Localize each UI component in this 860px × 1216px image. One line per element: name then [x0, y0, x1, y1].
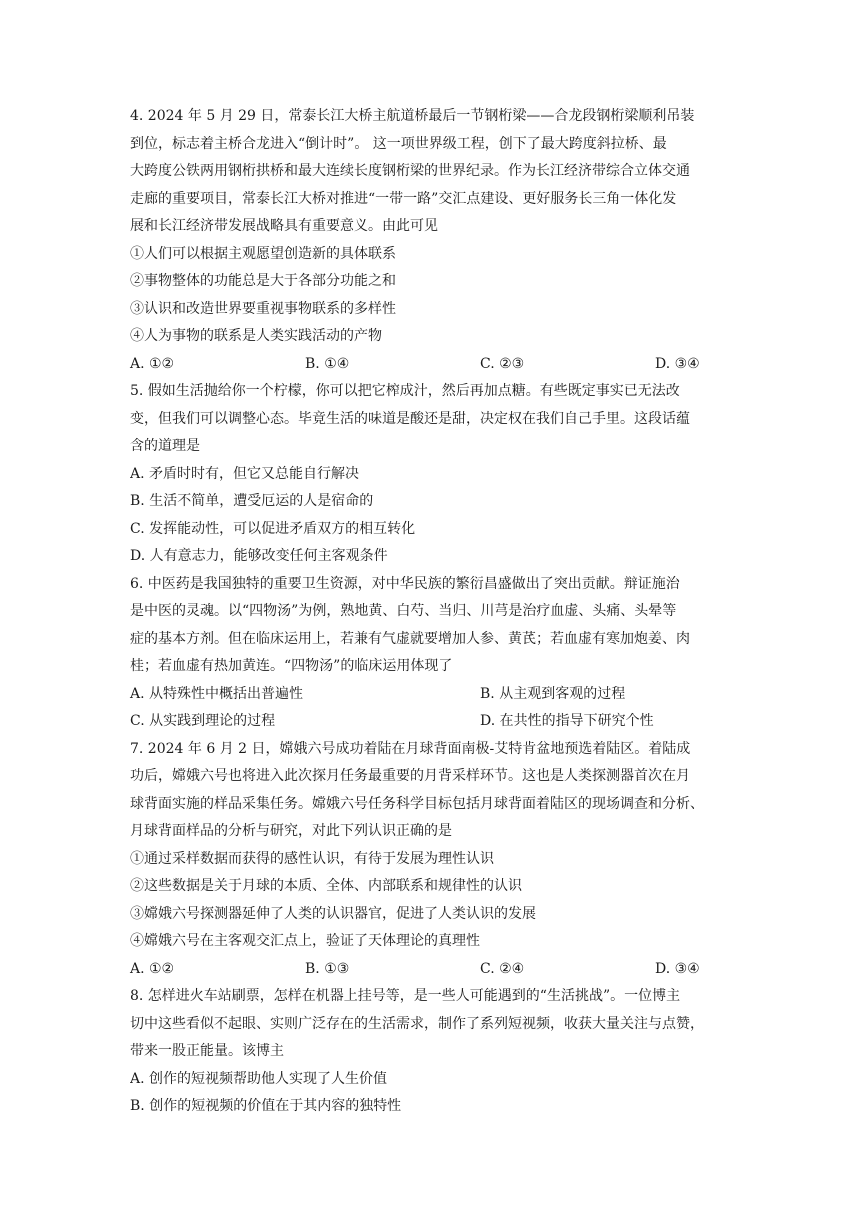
- statement-item: ④人为事物的联系是人类实践活动的产物: [130, 328, 382, 344]
- answer-options: [130, 351, 740, 379]
- option-d: D. 在共性的指导下研究个性: [480, 713, 654, 729]
- option-b: B. 生活不简单，遭受厄运的人是宿命的: [130, 493, 374, 509]
- option-b: B. ①③: [305, 960, 350, 977]
- question-text-line: 变，但我们可以调整心态。毕竟生活的味道是酸还是甜，决定权在我们自己手里。这段话蕴: [130, 410, 690, 427]
- answer-options: [130, 956, 740, 984]
- answer-options: [130, 681, 740, 709]
- question-text-line: 切中这些看似不起眼、实则广泛存在的生活需求，制作了系列短视频，收获大量关注与点赞，: [130, 1015, 704, 1032]
- question-text-line: 球背面实施的样品采集任务。嫦娥六号任务科学目标包括月球背面着陆区的现场调查和分析、: [130, 795, 704, 812]
- option-d: D. ③④: [655, 355, 700, 372]
- statement-item: ①通过采样数据而获得的感性认识，有待于发展为理性认识: [130, 850, 494, 867]
- question-text-line: 展和长江经济带发展战略具有重要意义。由此可见: [130, 218, 438, 234]
- question-text-line: 桂；若血虚有热加黄连。“四物汤”的临床运用体现了: [130, 658, 453, 674]
- option-a: A. 从特殊性中概括出普遍性: [130, 685, 304, 702]
- question-text-line: 月球背面样品的分析与研究，对此下列认识正确的是: [130, 823, 452, 839]
- statement-item: ④嫦娥六号在主客观交汇点上，验证了天体理论的真理性: [130, 933, 480, 949]
- answer-options: [130, 708, 740, 736]
- option-b: B. 从主观到客观的过程: [480, 685, 626, 702]
- statement-item: ①人们可以根据主观愿望创造新的具体联系: [130, 245, 396, 262]
- question-text-line: 8. 怎样进火车站刷票，怎样在机器上挂号等，是一些人可能遇到的“生活挑战”。一位博主: [130, 988, 681, 1004]
- exam-page: [130, 103, 740, 1121]
- question-text-line: 4. 2024 年 5 月 29 日，常泰长江大桥主航道桥最后一节钢桁梁——合龙段钢桁梁顺利吊装: [130, 108, 695, 124]
- option-b: B. ①④: [305, 355, 350, 372]
- option-a: A. ①②: [130, 355, 175, 372]
- option-c: C. 发挥能动性，可以促进矛盾双方的相互转化: [130, 520, 416, 537]
- statement-item: ②这些数据是关于月球的本质、全体、内部联系和规律性的认识: [130, 878, 522, 894]
- option-a: A. 矛盾时时有，但它又总能自行解决: [130, 465, 360, 482]
- statement-item: ③认识和改造世界要重视事物联系的多样性: [130, 300, 396, 317]
- question-7: [130, 736, 740, 984]
- option-c: C. ②③: [480, 355, 525, 372]
- question-text-line: 5. 假如生活抛给你一个柠檬，你可以把它榨成汁，然后再加点糖。有些既定事实已无法改: [130, 383, 680, 399]
- question-text-line: 7. 2024 年 6 月 2 日，嫦娥六号成功着陆在月球背面南极-艾特肯盆地预选着陆区。着陆成: [130, 740, 691, 757]
- question-text-line: 大跨度公铁两用钢桁拱桥和最大连续长度钢桁梁的世界纪录。作为长江经济带综合立体交通: [130, 163, 690, 179]
- option-c: C. ②④: [480, 960, 525, 977]
- question-4: [130, 103, 740, 378]
- statement-item: ③嫦娥六号探测器延伸了人类的认识器官，促进了人类认识的发展: [130, 905, 536, 922]
- question-text-line: 含的道理是: [130, 438, 200, 454]
- option-c: C. 从实践到理论的过程: [130, 713, 276, 729]
- option-d: D. ③④: [655, 960, 700, 977]
- question-text-line: 到位，标志着主桥合龙进入“倒计时”。 这一项世界级工程，创下了最大跨度斜拉桥、最: [130, 135, 667, 152]
- question-6: [130, 571, 740, 736]
- question-text-line: 带来一股正能量。该博主: [130, 1043, 284, 1059]
- question-8: [130, 983, 740, 1121]
- question-text-line: 走廊的重要项目，常泰长江大桥对推进“一带一路”交汇点建设、更好服务长三角一体化发: [130, 190, 677, 207]
- question-text-line: 是中医的灵魂。以“四物汤”为例，熟地黄、白芍、当归、川芎是治疗血虚、头痛、头晕等: [130, 603, 677, 619]
- question-text-line: 症的基本方剂。但在临床运用上，若兼有气虚就要增加人参、黄芪；若血虚有寒加炮姜、肉: [130, 630, 690, 647]
- option-a: A. 创作的短视频帮助他人实现了人生价值: [130, 1070, 388, 1087]
- option-a: A. ①②: [130, 960, 175, 977]
- question-text-line: 6. 中医药是我国独特的重要卫生资源，对中华民族的繁衍昌盛做出了突出贡献。辩证施治: [130, 575, 680, 592]
- option-b: B. 创作的短视频的价值在于其内容的独特性: [130, 1098, 402, 1114]
- statement-item: ②事物整体的功能总是大于各部分功能之和: [130, 273, 396, 289]
- question-5: [130, 378, 740, 571]
- question-text-line: 功后，嫦娥六号也将进入此次探月任务最重要的月背采样环节。这也是人类探测器首次在月: [130, 768, 690, 784]
- option-d: D. 人有意志力，能够改变任何主客观条件: [130, 548, 388, 564]
